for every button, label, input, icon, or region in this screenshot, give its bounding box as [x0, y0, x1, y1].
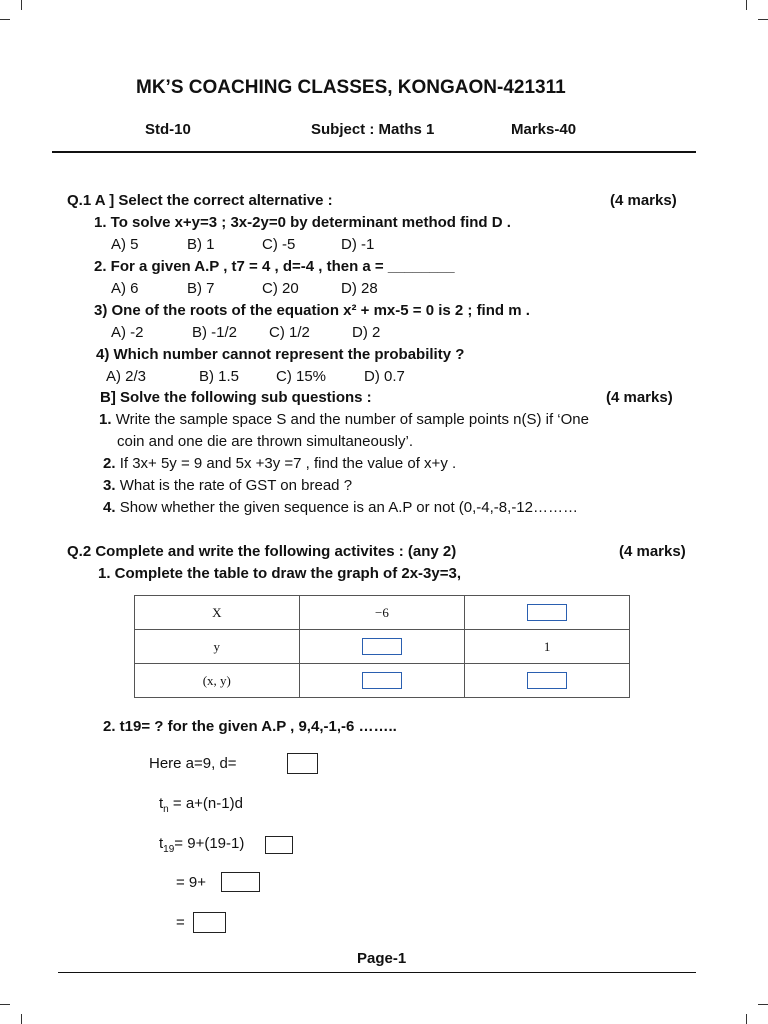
work-line-2	[159, 795, 243, 815]
table-cell: −6	[299, 596, 465, 630]
q1b-heading: B] Solve the following sub questions :	[100, 389, 372, 406]
q1b-item-1-continued: coin and one die are thrown simultaneously’.	[117, 433, 414, 450]
q1-item-1-option-a: A) 5	[111, 236, 139, 253]
q1-item-4-option-d: D) 0.7	[364, 368, 405, 385]
q1-item-2: 2. For a given A.P , t7 = 4 , d=-4 , then a = ________	[94, 258, 455, 275]
header-divider	[52, 151, 696, 153]
q1b-item-4	[103, 499, 578, 516]
crop-mark	[746, 1014, 747, 1024]
page-number: Page-1	[357, 950, 407, 967]
table-cell-label: y	[135, 630, 300, 664]
q2-item-1: 1. Complete the table to draw the graph of 2x-3y=3,	[98, 565, 461, 582]
table-row	[135, 596, 630, 630]
subject-label: Subject : Maths 1	[311, 121, 435, 138]
table-cell: 1	[465, 630, 630, 664]
q1-heading: Q.1 A ] Select the correct alternative :	[67, 192, 333, 209]
work-line-3	[159, 835, 244, 855]
q1b-item-3-text: What is the rate of GST on bread ?	[119, 477, 353, 494]
table-cell-label: (x, y)	[135, 664, 300, 698]
q1-item-4-option-c: C) 15%	[276, 368, 327, 385]
blank-box-d[interactable]	[287, 753, 318, 774]
blank-box[interactable]	[527, 672, 567, 689]
work-line-3-sub: 19	[163, 844, 175, 855]
q1-item-3-option-a: A) -2	[111, 324, 144, 341]
q1b-item-1	[99, 411, 589, 428]
q1-item-4-option-b: B) 1.5	[199, 368, 240, 385]
q1-item-1-option-d: D) -1	[341, 236, 375, 253]
q1-item-1-option-c: C) -5	[262, 236, 296, 253]
q1-item-2-option-d: D) 28	[341, 280, 378, 297]
q1b-item-3	[103, 477, 352, 494]
table-cell	[299, 664, 465, 698]
blank-box-answer[interactable]	[193, 912, 226, 933]
q1-item-4: 4) Which number cannot represent the probability ?	[96, 346, 465, 363]
crop-mark	[0, 19, 10, 20]
q1-item-1: 1. To solve x+y=3 ; 3x-2y=0 by determinant method find D .	[94, 214, 511, 231]
q1b-item-1-number: 1.	[99, 411, 112, 428]
blank-box-product[interactable]	[221, 872, 260, 892]
work-line-3-t: t	[159, 835, 164, 852]
q1-item-2-option-b: B) 7	[187, 280, 215, 297]
crop-mark	[0, 1004, 10, 1005]
q2-heading: Q.2 Complete and write the following activites : (any 2)	[67, 543, 457, 560]
blank-box[interactable]	[527, 604, 567, 621]
crop-mark	[21, 0, 22, 10]
q2-item-2: 2. t19= ? for the given A.P , 9,4,-1,-6 ……..	[103, 718, 397, 735]
q1b-item-2	[103, 455, 456, 472]
work-line-2-sub: n	[163, 804, 169, 815]
q1-item-1-option-b: B) 1	[187, 236, 215, 253]
table-cell	[465, 596, 630, 630]
work-line-4: = 9+	[176, 874, 207, 891]
q1-item-3-option-c: C) 1/2	[269, 324, 310, 341]
table-cell-label: X	[135, 596, 300, 630]
work-line-5: =	[176, 914, 185, 931]
crop-mark	[758, 1004, 768, 1005]
blank-box-diff[interactable]	[265, 836, 293, 854]
q1b-item-1-text: Write the sample space S and the number of sample points n(S) if ‘One	[115, 411, 589, 428]
marks-label: Marks-40	[511, 121, 577, 138]
value-table	[134, 595, 630, 698]
q1-item-3-option-d: D) 2	[352, 324, 381, 341]
q1b-item-3-number: 3.	[103, 477, 116, 494]
work-line-3-rest: = 9+(19-1)	[174, 835, 245, 852]
footer-divider	[58, 972, 696, 973]
std-label: Std-10	[145, 121, 191, 138]
crop-mark	[758, 19, 768, 20]
q1b-item-4-number: 4.	[103, 499, 116, 516]
work-line-2-rest: = a+(n-1)d	[168, 795, 243, 812]
table-cell	[299, 630, 465, 664]
q2-marks: (4 marks)	[619, 543, 686, 560]
crop-mark	[21, 1014, 22, 1024]
q1-item-3: 3) One of the roots of the equation x² + mx-5 = 0 is 2 ; find m .	[94, 302, 530, 319]
work-line-2-t: t	[159, 795, 164, 812]
blank-box[interactable]	[362, 672, 402, 689]
table-row	[135, 664, 630, 698]
q1-item-2-option-a: A) 6	[111, 280, 139, 297]
page-title: MK’S COACHING CLASSES, KONGAON-421311	[136, 77, 566, 98]
q1b-item-2-text: If 3x+ 5y = 9 and 5x +3y =7 , find the value of x+y .	[119, 455, 457, 472]
table-row	[135, 630, 630, 664]
q1b-marks: (4 marks)	[606, 389, 673, 406]
q1-marks: (4 marks)	[610, 192, 677, 209]
q1-item-4-option-a: A) 2/3	[106, 368, 147, 385]
table-cell	[465, 664, 630, 698]
q1-item-3-option-b: B) -1/2	[192, 324, 238, 341]
crop-mark	[746, 0, 747, 10]
q1-item-2-option-c: C) 20	[262, 280, 299, 297]
blank-box[interactable]	[362, 638, 402, 655]
work-line-1: Here a=9, d=	[149, 755, 237, 772]
q1b-item-2-number: 2.	[103, 455, 116, 472]
q1b-item-4-text: Show whether the given sequence is an A.P or not (0,-4,-8,-12………	[119, 499, 578, 516]
